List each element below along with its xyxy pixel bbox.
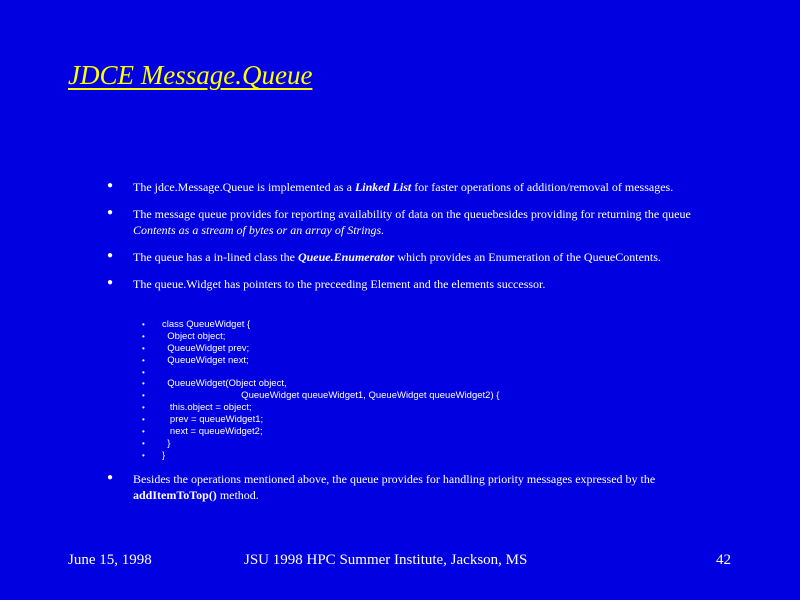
bullet-text: Besides the operations mentioned above, the queue provides for handling priority messages expressed by the addItemToTop() method.: [133, 472, 656, 502]
bullet-dot-icon: ●: [107, 180, 114, 191]
code-bullet-icon: •: [142, 367, 145, 377]
bullet-dot-icon: ●: [107, 250, 114, 261]
bullet-priority: [107, 471, 732, 503]
code-line-text: QueueWidget(Object object,: [162, 378, 287, 390]
code-line-text: Object object;: [162, 330, 226, 342]
bullet-reporting: [107, 206, 732, 238]
code-bullet-icon: •: [142, 415, 145, 425]
code-bullet-icon: •: [142, 427, 145, 437]
bullet-dot-icon: ●: [107, 277, 114, 288]
code-bullet-icon: •: [142, 343, 145, 353]
footer-date: June 15, 1998: [68, 552, 152, 568]
bullet-text: The message queue provides for reporting availability of data on the queuebesides providing for returning the queue Contents as a stream of bytes or an array of Strings.: [133, 207, 691, 237]
bullet-text: The queue has a in-lined class the Queue.Enumerator which provides an Enumeration of the QueueContents.: [133, 250, 661, 264]
code-bullet-icon: •: [142, 391, 145, 401]
code-line-text: prev = queueWidget1;: [162, 414, 264, 426]
code-bullet-icon: •: [142, 450, 145, 460]
bullet-linked-list: [107, 179, 732, 195]
code-bullet-icon: •: [142, 355, 145, 365]
bullet-dot-icon: ●: [107, 472, 114, 483]
code-line-text: class QueueWidget {: [162, 319, 251, 330]
bullet-pointers: [107, 276, 732, 292]
bullet-text: The jdce.Message.Queue is implemented as a Linked List for faster operations of addition/removal of messages.: [133, 180, 674, 194]
code-line-text: QueueWidget prev;: [162, 342, 250, 354]
code-line-text: QueueWidget queueWidget1, QueueWidget queueWidget2) {: [162, 390, 500, 402]
bullet-dot-icon: ●: [107, 207, 114, 218]
code-line-text: }: [162, 449, 166, 461]
code-bullet-icon: •: [142, 438, 145, 448]
bullet-enumerator: [107, 249, 732, 265]
bullet-text: The queue.Widget has pointers to the preceeding Element and the elements successor.: [133, 277, 546, 291]
code-bullet-icon: •: [142, 379, 145, 389]
code-line-text: next = queueWidget2;: [162, 426, 263, 438]
code-bullet-icon: •: [142, 320, 145, 329]
code-bullet-icon: •: [142, 403, 145, 413]
footer-event: JSU 1998 HPC Summer Institute, Jackson, MS: [244, 552, 528, 568]
code-line-text: }: [162, 437, 171, 449]
slide-title: JDCE Message.Queue: [68, 60, 313, 90]
code-bullet-icon: •: [142, 331, 145, 341]
code-line-text: this.object = object;: [162, 402, 252, 414]
page-number: 42: [716, 552, 731, 568]
code-line-text: QueueWidget next;: [162, 354, 249, 366]
